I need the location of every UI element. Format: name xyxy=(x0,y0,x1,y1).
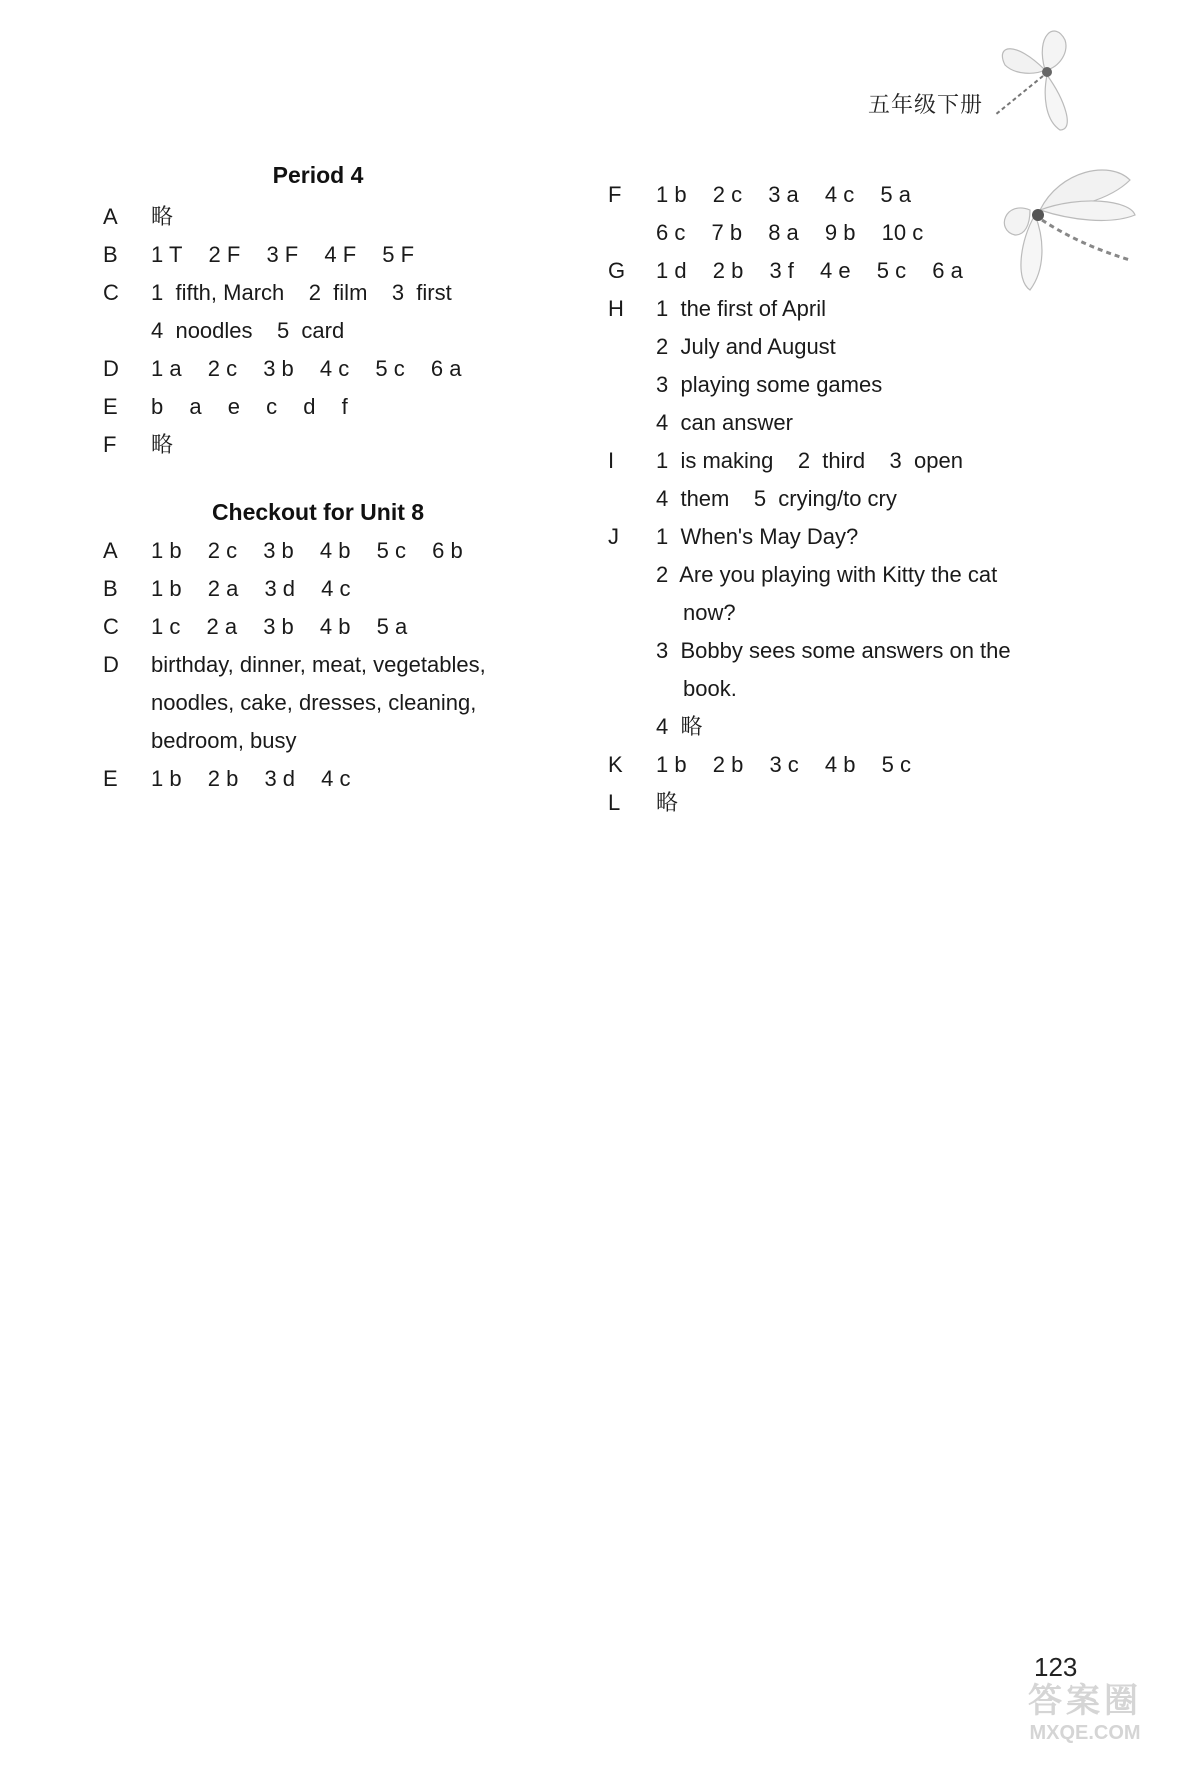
answer-item: 2 c xyxy=(207,538,238,563)
answer-item: 10 c xyxy=(881,220,924,245)
answer-row-J-cont xyxy=(608,632,1048,670)
row-letter: I xyxy=(608,448,615,473)
answer-item: 2 b xyxy=(712,258,744,283)
row-text: 略 xyxy=(656,790,679,815)
answer-row-F-cont xyxy=(608,214,1048,252)
answer-item: 1 d xyxy=(656,258,687,283)
checkout-row-C xyxy=(103,608,533,646)
row-text: 4 can answer xyxy=(656,410,793,435)
answer-row-K xyxy=(608,746,1048,784)
checkout-row-E xyxy=(103,760,533,798)
row-text: 1 the first of April xyxy=(656,296,826,321)
answer-row-D xyxy=(103,350,533,388)
answer-row-A xyxy=(103,198,533,236)
answer-item: b xyxy=(151,394,164,419)
answer-row-J xyxy=(608,518,1048,556)
row-text: 2 July and August xyxy=(656,334,836,359)
answer-item: 3 b xyxy=(263,356,294,381)
row-letter: A xyxy=(103,204,118,229)
answer-item: 8 a xyxy=(768,220,799,245)
row-letter: D xyxy=(103,652,119,677)
row-text: 4 them 5 crying/to cry xyxy=(656,486,897,511)
row-text: book. xyxy=(683,676,737,701)
answer-item: 4 b xyxy=(319,614,351,639)
answer-item: 4 F xyxy=(324,242,357,267)
answer-row-J-cont xyxy=(608,670,1048,708)
row-text: 1 fifth, March 2 film 3 first xyxy=(151,280,452,305)
answer-row-C xyxy=(103,274,533,312)
answer-item: 6 a xyxy=(932,258,963,283)
answer-item: 4 e xyxy=(820,258,851,283)
answer-item: 1 b xyxy=(656,752,687,777)
answer-item: f xyxy=(341,394,348,419)
row-text: 略 xyxy=(151,204,174,229)
answer-item: 5 c xyxy=(375,356,405,381)
answer-item: 1 b xyxy=(656,182,687,207)
answer-item: 7 b xyxy=(711,220,743,245)
answer-row-H-cont xyxy=(608,328,1048,366)
watermark-text: MXQE.COM xyxy=(1029,1722,1141,1744)
answer-item: 3 F xyxy=(266,242,299,267)
answer-item: 4 c xyxy=(319,356,350,381)
answer-row-G xyxy=(608,252,1048,290)
row-text: 1 is making 2 third 3 open xyxy=(656,448,963,473)
grade-label: 五年级下册 xyxy=(868,92,984,117)
row-letter: L xyxy=(608,790,621,815)
page-number: 123 xyxy=(1034,1652,1078,1682)
row-text: noodles, cake, dresses, cleaning, xyxy=(151,690,477,715)
answer-item: 9 b xyxy=(824,220,856,245)
answer-item: 2 c xyxy=(712,182,743,207)
checkout-row-B xyxy=(103,570,533,608)
row-letter: H xyxy=(608,296,624,321)
checkout-title: Checkout for Unit 8 xyxy=(211,499,425,525)
answer-item: 4 c xyxy=(321,766,351,791)
answer-item: 2 b xyxy=(207,766,239,791)
answer-row-F xyxy=(608,176,1048,214)
row-text: bedroom, busy xyxy=(151,728,297,753)
row-letter: B xyxy=(103,576,118,601)
answer-item: 5 c xyxy=(376,538,406,563)
answer-item: 4 c xyxy=(321,576,351,601)
answer-row-I xyxy=(608,442,1048,480)
answer-item: 2 a xyxy=(206,614,238,639)
watermark-logo xyxy=(1000,1655,1170,1775)
row-text: 略 xyxy=(151,432,174,457)
row-text: 1 When's May Day? xyxy=(656,524,859,549)
checkout-row-D-cont xyxy=(103,722,533,760)
row-letter: C xyxy=(103,280,119,305)
answer-row-J-cont xyxy=(608,556,1048,594)
answer-row-B xyxy=(103,236,533,274)
row-letter: E xyxy=(103,766,118,791)
dragonfly-icon xyxy=(985,20,1095,140)
answer-row-H xyxy=(608,290,1048,328)
answer-item: d xyxy=(303,394,316,419)
answer-item: 3 d xyxy=(264,576,296,601)
checkout-row-A xyxy=(103,532,533,570)
answer-item: 5 c xyxy=(876,258,907,283)
row-letter: D xyxy=(103,356,119,381)
answer-item: 1 b xyxy=(151,766,182,791)
period4-title: Period 4 xyxy=(272,162,364,188)
answer-row-L xyxy=(608,784,1048,822)
answer-item: 3 f xyxy=(769,258,794,283)
answer-item: 2 a xyxy=(207,576,239,601)
row-text: birthday, dinner, meat, vegetables, xyxy=(151,652,486,677)
row-letter: J xyxy=(608,524,619,549)
answer-item: 1 b xyxy=(151,538,182,563)
answer-item: 4 c xyxy=(824,182,855,207)
answer-item: 6 a xyxy=(430,356,462,381)
answer-item: 1 T xyxy=(151,242,183,267)
checkout-row-D-cont xyxy=(103,684,533,722)
answer-item: c xyxy=(266,394,278,419)
answer-item: 3 b xyxy=(263,614,294,639)
answer-item: 2 c xyxy=(207,356,238,381)
answer-item: e xyxy=(227,394,240,419)
answer-item: 1 c xyxy=(151,614,181,639)
answer-item: 3 b xyxy=(263,538,294,563)
answer-item: 1 b xyxy=(151,576,182,601)
answer-row-F xyxy=(103,426,533,464)
answer-item: 1 a xyxy=(151,356,182,381)
answer-row-C-cont xyxy=(103,312,533,350)
row-text: 4 noodles 5 card xyxy=(151,318,345,343)
row-letter: E xyxy=(103,394,118,419)
row-letter: B xyxy=(103,242,118,267)
row-text: 3 playing some games xyxy=(656,372,883,397)
answer-item: 2 F xyxy=(208,242,241,267)
answer-row-E xyxy=(103,388,533,426)
answer-row-H-cont xyxy=(608,366,1048,404)
answer-item: 5 F xyxy=(382,242,415,267)
row-letter: F xyxy=(608,182,622,207)
answer-row-J-cont xyxy=(608,594,1048,632)
answer-item: 4 b xyxy=(824,752,856,777)
answer-item: 5 a xyxy=(880,182,911,207)
answer-item: 5 a xyxy=(376,614,408,639)
row-letter: F xyxy=(103,432,117,457)
answer-row-J-cont xyxy=(608,708,1048,746)
row-text: 3 Bobby sees some answers on the xyxy=(656,638,1011,663)
row-letter: K xyxy=(608,752,623,777)
left-column xyxy=(103,160,533,798)
answer-item: 4 b xyxy=(319,538,351,563)
row-text: 4 略 xyxy=(656,714,703,739)
row-letter: A xyxy=(103,538,118,563)
answer-item: 2 b xyxy=(712,752,744,777)
checkout-row-D xyxy=(103,646,533,684)
answer-item: 3 a xyxy=(768,182,799,207)
answer-item: 3 c xyxy=(769,752,799,777)
answer-item: a xyxy=(189,394,202,419)
row-text: 2 Are you playing with Kitty the cat xyxy=(656,562,998,587)
answer-row-I-cont xyxy=(608,480,1048,518)
right-column xyxy=(608,176,1048,822)
answer-item: 5 c xyxy=(881,752,911,777)
watermark-text: 答案圈 xyxy=(1028,1682,1142,1720)
answer-item: 6 b xyxy=(432,538,463,563)
row-letter: G xyxy=(608,258,626,283)
answer-item: 6 c xyxy=(656,220,686,245)
answer-item: 3 d xyxy=(264,766,296,791)
row-letter: C xyxy=(103,614,119,639)
row-text: now? xyxy=(683,600,736,625)
answer-row-H-cont xyxy=(608,404,1048,442)
